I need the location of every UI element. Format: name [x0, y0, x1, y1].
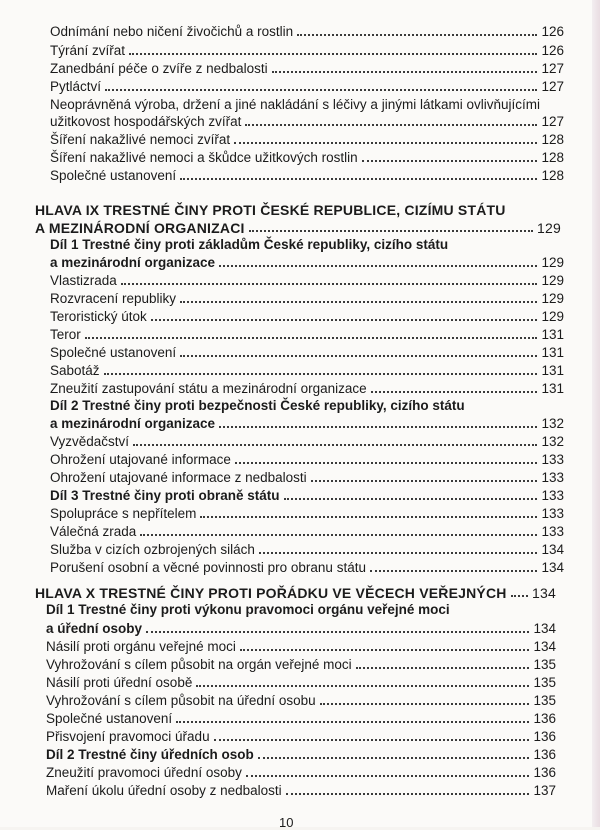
toc-leader	[311, 480, 538, 482]
toc-entry	[50, 23, 564, 41]
page-edge	[592, 0, 600, 827]
toc-leader	[104, 373, 538, 375]
toc-entry-page: 133	[541, 506, 564, 521]
toc-entry	[50, 433, 564, 451]
toc-leader	[259, 552, 538, 554]
toc-leader	[370, 570, 538, 572]
footer-page-number: 10	[279, 815, 294, 830]
part-heading-label: Díl 2 Trestné činy úředních osob	[46, 747, 254, 762]
part-heading-label: a mezinárodní organizace	[50, 416, 216, 431]
toc-entry	[50, 167, 564, 185]
toc-entry-label-line1: Neoprávněná výroba, držení a jiné nakládání s léčivy a jinými látkami ovlivňujícími	[50, 97, 540, 112]
toc-leader	[234, 142, 537, 144]
toc-entry	[50, 272, 564, 290]
toc-entry-page: 135	[533, 657, 556, 672]
toc-leader	[219, 426, 537, 428]
part-heading-line1: Díl 1 Trestné činy proti základům České republiky, cizího státu	[50, 237, 449, 252]
toc-entry-page: 128	[541, 168, 564, 183]
toc-entry-label: Sabotáž	[50, 363, 100, 378]
toc-entry-page: 134	[541, 560, 564, 575]
toc-entry-page: 131	[541, 381, 564, 396]
part-heading-page: 134	[533, 621, 556, 636]
toc-entry-label: Šíření nakažlivé nemoci zvířat	[50, 132, 231, 147]
part-heading-page: 129	[541, 255, 564, 270]
toc-entry	[46, 728, 556, 746]
part-heading	[46, 620, 556, 638]
toc-entry	[50, 523, 564, 541]
toc-leader	[240, 649, 530, 651]
toc-entry-page: 127	[541, 79, 564, 94]
toc-leader	[105, 89, 537, 91]
toc-entry-page: 134	[541, 542, 564, 557]
toc-entry-label: Šíření nakažlivé nemoci a škůdce užitkových rostlin	[50, 150, 358, 165]
toc-entry-page: 126	[541, 24, 564, 39]
toc-leader	[219, 265, 537, 267]
part-heading	[46, 746, 556, 764]
toc-entry-page: 136	[533, 729, 556, 744]
toc-entry	[50, 149, 564, 167]
toc-entry	[50, 290, 564, 308]
toc-entry-label: Společné ustanovení	[50, 168, 177, 183]
toc-entry	[46, 710, 556, 728]
toc-entry	[50, 559, 564, 577]
toc-entry-label: Přisvojení pravomoci úřadu	[46, 729, 210, 744]
toc-entry-label: Rozvracení republiky	[50, 291, 177, 306]
part-heading-page: 132	[541, 416, 564, 431]
toc-entry-label: Teroristický útok	[50, 309, 147, 324]
toc-entry-label: Vyhrožování s cílem působit na orgán veřejné moci	[46, 657, 352, 672]
toc-entry	[50, 380, 564, 398]
part-heading-label: Díl 3 Trestné činy proti obraně státu	[50, 488, 280, 503]
part-heading	[50, 487, 564, 505]
toc-entry-page: 133	[541, 524, 564, 539]
toc-leader	[133, 444, 537, 446]
toc-entry-page: 133	[541, 452, 564, 467]
toc-entry	[50, 541, 564, 559]
part-heading-page: 136	[533, 747, 556, 762]
toc-leader	[85, 337, 538, 339]
toc-leader	[362, 160, 538, 162]
toc-entry-label: Vlastizrada	[50, 273, 117, 288]
part-heading-line1: Díl 1 Trestné činy proti výkonu pravomoci orgánu veřejné moci	[46, 602, 450, 617]
chapter-heading-page: 134	[532, 585, 556, 601]
toc-leader	[129, 53, 537, 55]
toc-entry-page: 136	[533, 711, 556, 726]
chapter-heading	[35, 219, 561, 237]
toc-entry-label: Ohrožení utajované informace z nedbalosti	[50, 470, 307, 485]
toc-leader	[140, 534, 537, 536]
toc-entry-page: 137	[533, 783, 556, 798]
toc-entry-label: Společné ustanovení	[46, 711, 173, 726]
toc-entry	[46, 638, 556, 656]
chapter-heading-line1: HLAVA IX TRESTNÉ ČINY PROTI ČESKÉ REPUBLICE, CIZÍMU STÁTU	[35, 202, 506, 218]
toc-leader	[180, 355, 537, 357]
toc-entry	[50, 113, 564, 131]
toc-entry-label: Odnímání nebo ničení živočichů a rostlin	[50, 24, 294, 39]
toc-leader	[245, 124, 537, 126]
toc-entry-label: Ohrožení utajované informace	[50, 452, 231, 467]
toc-entry-page: 132	[541, 434, 564, 449]
chapter-heading-label: HLAVA X TRESTNÉ ČINY PROTI POŘÁDKU VE VĚCECH VEŘEJNÝCH	[35, 585, 507, 601]
part-heading-label: a mezinárodní organizace	[50, 255, 216, 270]
toc-leader	[286, 793, 530, 795]
chapter-heading-label: A MEZINÁRODNÍ ORGANIZACI	[35, 220, 245, 236]
toc-entry-label: Pytláctví	[50, 79, 102, 94]
toc-entry	[50, 308, 564, 326]
toc-entry-label: Zneužití zastupování státu a mezinárodní organizace	[50, 381, 367, 396]
part-heading-page: 133	[541, 488, 564, 503]
toc-entry-label: Služba v cizích ozbrojených silách	[50, 542, 255, 557]
toc-entry-page: 127	[541, 114, 564, 129]
toc-entry-label: Vyhrožování s cílem působit na úřední osobu	[46, 693, 316, 708]
toc-entry	[46, 764, 556, 782]
toc-entry-label: Násilí proti úřední osobě	[46, 675, 193, 690]
toc-entry-page: 134	[533, 639, 556, 654]
toc-entry-page: 135	[533, 675, 556, 690]
toc-entry-page: 128	[541, 150, 564, 165]
toc-entry	[50, 505, 564, 523]
toc-entry-label: Zneužití pravomoci úřední osoby	[46, 765, 242, 780]
toc-leader	[356, 667, 530, 669]
toc-entry-label: Spolupráce s nepřítelem	[50, 506, 197, 521]
toc-entry-label: Společné ustanovení	[50, 345, 177, 360]
toc-leader	[511, 595, 528, 597]
part-heading-label: a úřední osoby	[46, 621, 143, 636]
toc-entry	[46, 692, 556, 710]
toc-entry-label: Násilí proti orgánu veřejné moci	[46, 639, 236, 654]
toc-leader	[258, 757, 530, 759]
toc-entry	[50, 42, 564, 60]
toc-leader	[297, 34, 537, 36]
toc-leader	[284, 498, 538, 500]
toc-leader	[249, 230, 533, 232]
chapter-heading	[35, 584, 556, 602]
toc-entry-page: 133	[541, 470, 564, 485]
toc-entry-page: 129	[541, 273, 564, 288]
toc-entry-page: 129	[541, 309, 564, 324]
part-heading	[50, 254, 564, 272]
toc-entry	[50, 344, 564, 362]
toc-entry-page: 129	[541, 291, 564, 306]
toc-entry-page: 126	[541, 43, 564, 58]
part-heading-line1: Díl 2 Trestné činy proti bezpečnosti České republiky, cizího státu	[50, 398, 465, 413]
toc-entry-page: 136	[533, 765, 556, 780]
chapter-heading-page: 129	[537, 220, 561, 236]
toc-entry	[46, 674, 556, 692]
toc-entry-label: Teror	[50, 327, 81, 342]
toc-entry	[50, 60, 564, 78]
toc-leader	[214, 739, 530, 741]
toc-leader	[320, 703, 530, 705]
toc-entry	[50, 362, 564, 380]
toc-leader	[371, 391, 538, 393]
toc-entry-page: 131	[541, 327, 564, 342]
toc-leader	[121, 283, 538, 285]
toc-entry	[50, 78, 564, 96]
toc-entry-page: 127	[541, 61, 564, 76]
toc-entry	[46, 656, 556, 674]
toc-leader	[176, 721, 529, 723]
toc-entry-label: Maření úkolu úřední osoby z nedbalosti	[46, 783, 282, 798]
toc-entry-label: Válečná zrada	[50, 524, 137, 539]
toc-entry-label: Porušení osobní a věcné povinnosti pro obranu státu	[50, 560, 366, 575]
toc-entry	[50, 131, 564, 149]
toc-leader	[180, 178, 537, 180]
toc-entry-label: Týrání zvířat	[50, 43, 126, 58]
toc-entry-label: Vyzvědačství	[50, 434, 130, 449]
toc-entry-label: užitkovost hospodářských zvířat	[50, 114, 242, 129]
toc-entry-page: 131	[541, 345, 564, 360]
toc-leader	[246, 775, 530, 777]
toc-entry	[50, 451, 564, 469]
toc-leader	[180, 301, 537, 303]
toc-leader	[151, 319, 538, 321]
toc-entry-page: 135	[533, 693, 556, 708]
toc-entry-label: Zanedbání péče o zvíře z nedbalosti	[50, 61, 268, 76]
toc-entry-page: 128	[541, 132, 564, 147]
toc-entry	[50, 326, 564, 344]
toc-leader	[146, 631, 529, 633]
part-heading	[50, 415, 564, 433]
toc-leader	[272, 71, 538, 73]
toc-leader	[235, 462, 538, 464]
toc-entry	[46, 782, 556, 800]
toc-entry-page: 131	[541, 363, 564, 378]
toc-entry	[50, 469, 564, 487]
toc-leader	[200, 516, 537, 518]
toc-leader	[196, 685, 529, 687]
